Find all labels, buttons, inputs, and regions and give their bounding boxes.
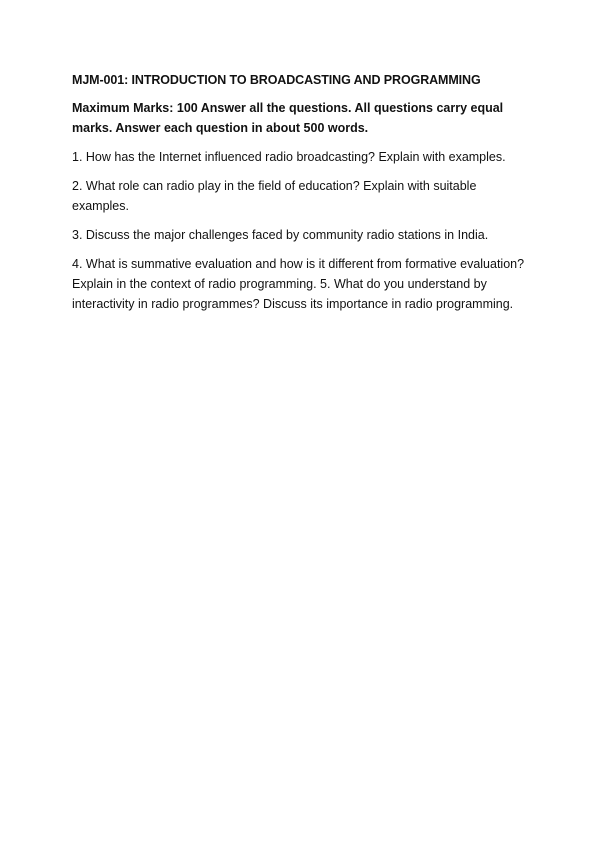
question-2: 2. What role can radio play in the field of education? Explain with suitable examples.: [72, 179, 477, 213]
question-4-5: 4. What is summative evaluation and how is it different from formative evaluation? Explain in the context of radio programming. 5. What do you understand by interactivity in radio programmes? Discuss its importance in radio programming.: [72, 257, 525, 311]
question-3: 3. Discuss the major challenges faced by community radio stations in India.: [72, 228, 489, 242]
document-body: [72, 70, 527, 323]
document-title: MJM-001: INTRODUCTION TO BROADCASTING AND PROGRAMMING: [72, 73, 481, 87]
question-1: 1. How has the Internet influenced radio broadcasting? Explain with examples.: [72, 150, 506, 164]
exam-instructions: Maximum Marks: 100 Answer all the questions. All questions carry equal marks. Answer each question in about 500 words.: [72, 101, 504, 135]
